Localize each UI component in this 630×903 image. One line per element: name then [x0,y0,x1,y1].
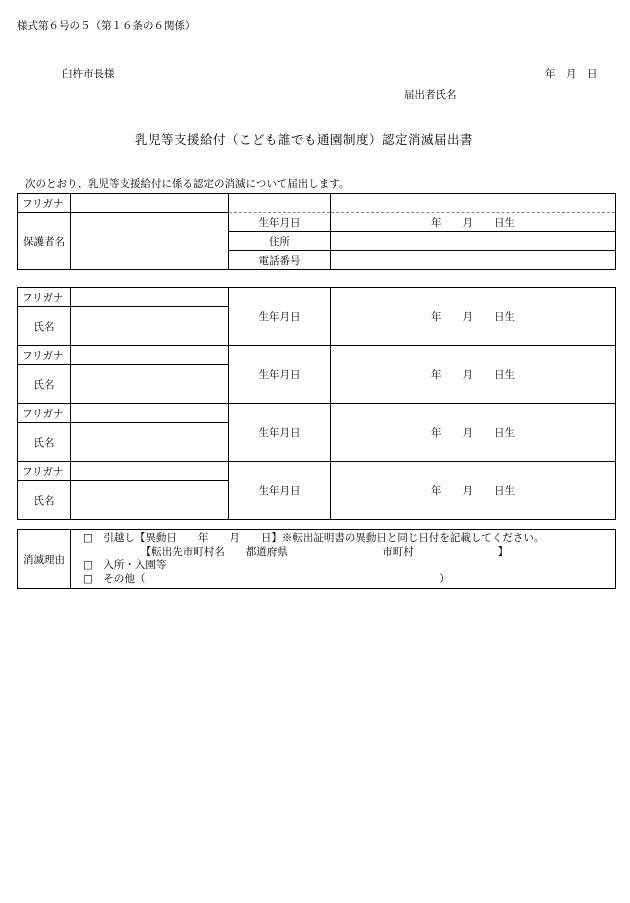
reason-option-moving[interactable]: □ 引越し【異動日 年 月 日】※転出証明書の異動日と同じ日付を記載してください。 [83,532,545,544]
reason-label: 消滅理由 [18,530,71,589]
child-birth-value[interactable]: 年 月 日生 [331,346,616,404]
children-table [17,287,616,520]
reason-options [71,530,616,589]
child-birth-value[interactable]: 年 月 日生 [331,288,616,346]
child-name-label: 氏名 [18,307,71,346]
intro-text: 次のとおり、乳児等支援給付に係る認定の消滅について届出します。 [25,178,350,190]
reason-table [17,529,616,589]
child-furigana-field[interactable] [71,462,229,481]
child-birth-label: 生年月日 [229,404,331,462]
child-furigana-label: フリガナ [18,288,71,307]
reason-option-other[interactable]: □ その他（ ） [83,572,450,585]
guardian-address-field[interactable] [331,232,616,251]
child-name-field[interactable] [71,307,229,346]
child-furigana-field[interactable] [71,288,229,307]
child-name-field[interactable] [71,481,229,520]
guardian-birth-value[interactable]: 年 月 日生 [331,213,616,232]
child-furigana-label: フリガナ [18,462,71,481]
guardian-birth-label: 生年月日 [229,213,331,232]
child-name-label: 氏名 [18,423,71,462]
child-birth-value[interactable]: 年 月 日生 [331,462,616,520]
guardian-address-label: 住所 [229,232,331,251]
submitter-label: 届出者氏名 [404,89,457,101]
guardian-furigana-field[interactable] [71,194,229,213]
guardian-table [17,193,616,270]
child-birth-label: 生年月日 [229,288,331,346]
child-furigana-field[interactable] [71,346,229,365]
child-birth-value[interactable]: 年 月 日生 [331,404,616,462]
child-furigana-field[interactable] [71,404,229,423]
child-birth-label: 生年月日 [229,462,331,520]
child-furigana-label: フリガナ [18,346,71,365]
child-name-field[interactable] [71,365,229,404]
child-name-label: 氏名 [18,365,71,404]
guardian-phone-field[interactable] [331,251,616,270]
form-number: 様式第６号の５（第１６条の６関係） [17,20,196,32]
guardian-name-label: 保護者名 [18,213,71,270]
page-title: 乳児等支援給付（こども誰でも通園制度）認定消滅届出書 [135,132,474,147]
guardian-furigana-label: フリガナ [18,194,71,213]
guardian-name-field[interactable] [71,213,229,270]
child-name-label: 氏名 [18,481,71,520]
child-birth-label: 生年月日 [229,346,331,404]
guardian-phone-label: 電話番号 [229,251,331,270]
child-name-field[interactable] [71,423,229,462]
reason-option-admission[interactable]: □ 入所・入園等 [83,559,167,571]
date-line: 年 月 日 [545,68,598,80]
child-furigana-label: フリガナ [18,404,71,423]
addressee: 臼杵市長様 [62,68,115,80]
reason-moving-destination: 【転出先市町村名 都道府県 市町村 】 [83,545,509,558]
